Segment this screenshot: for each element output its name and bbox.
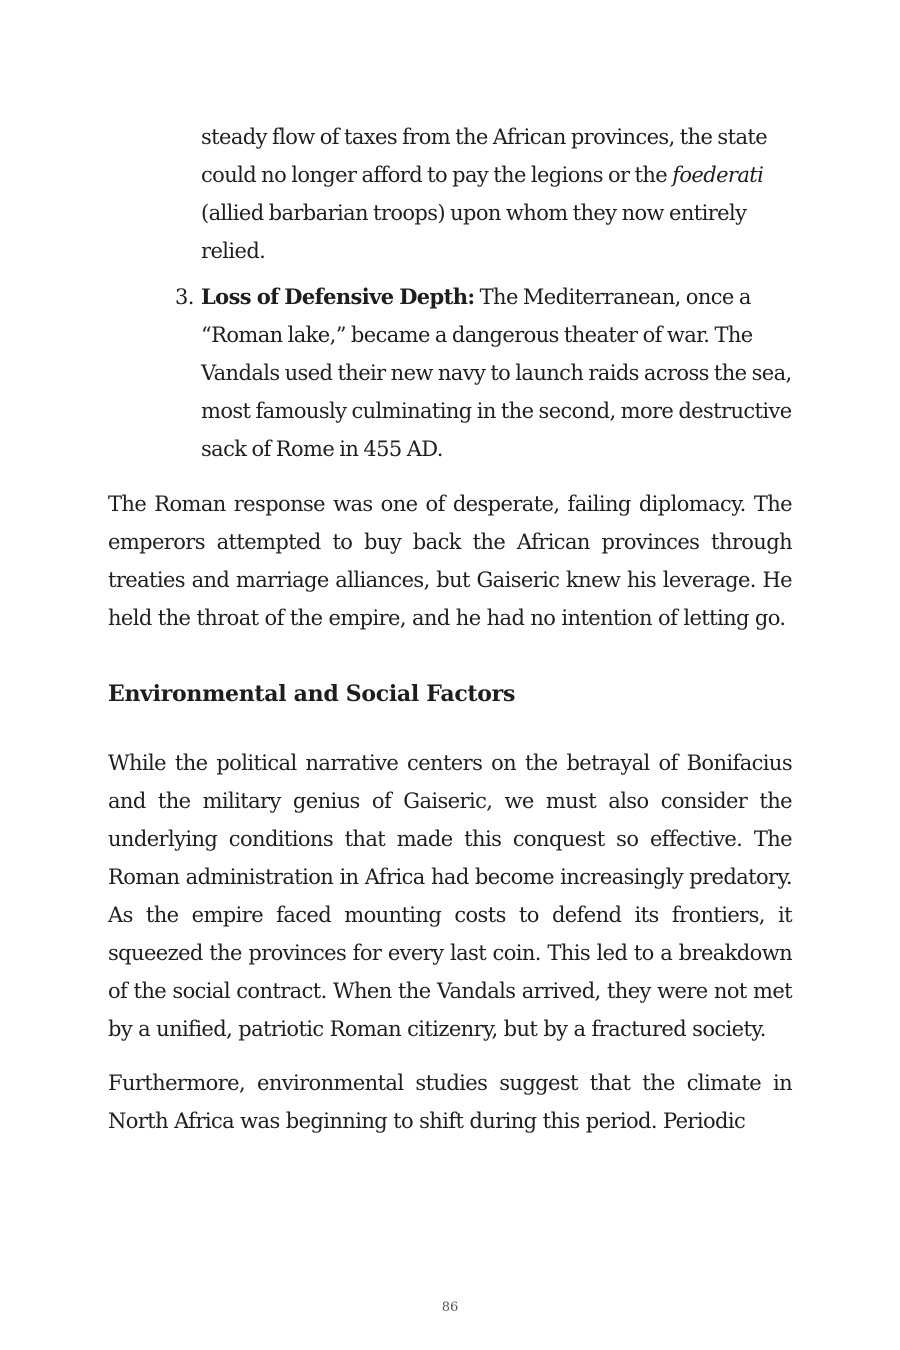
list-item-continuation bbox=[201, 118, 792, 270]
page-body bbox=[108, 118, 792, 1140]
page-number: 86 bbox=[441, 1300, 459, 1315]
list-item-bold-lead: Loss of Defensive Depth: bbox=[201, 284, 475, 309]
paragraph-political-narrative: While the political narrative centers on the betrayal of Bonifacius and the military genius of Gaiseric, we must also consider the underlying conditions that made this conquest so effective. The Roman administration in Africa had become increasingly predatory. As the empire faced mounting costs to defend its frontiers, it squeezed the provinces for every last coin. This led to a breakdown of the social contract. When the Vandals arrived, they were not met by a unified, patriotic Roman citizenry, but by a fractured society. bbox=[108, 751, 792, 1041]
list-item-number: 3. bbox=[175, 285, 194, 309]
continuation-text-after: (allied barbarian troops) upon whom they now entirely relied. bbox=[201, 201, 747, 263]
continuation-text-before: steady flow of taxes from the African provinces, the state could no longer afford to pay the legions or the bbox=[201, 125, 768, 187]
paragraph-roman-response: The Roman response was one of desperate, failing diplomacy. The emperors attempted to buy back the African provinces through treaties and marriage alliances, but Gaiseric knew his leverage. He held the throat of the empire, and he had no intention of letting go. bbox=[108, 492, 792, 630]
section-heading: Environmental and Social Factors bbox=[108, 681, 516, 707]
list-item-3 bbox=[175, 278, 792, 468]
list-item-text: The Mediterranean, once a “Roman lake,” became a dangerous theater of war. The Vandals used their new navy to launch raids across the sea, most famously culminating in the second, more destructive sack of Rome in 455 AD. bbox=[201, 285, 792, 461]
foederati-italic: foederati bbox=[672, 163, 764, 187]
paragraph-environmental: Furthermore, environmental studies suggest that the climate in North Africa was beginning to shift during this period. Periodic bbox=[108, 1071, 792, 1133]
